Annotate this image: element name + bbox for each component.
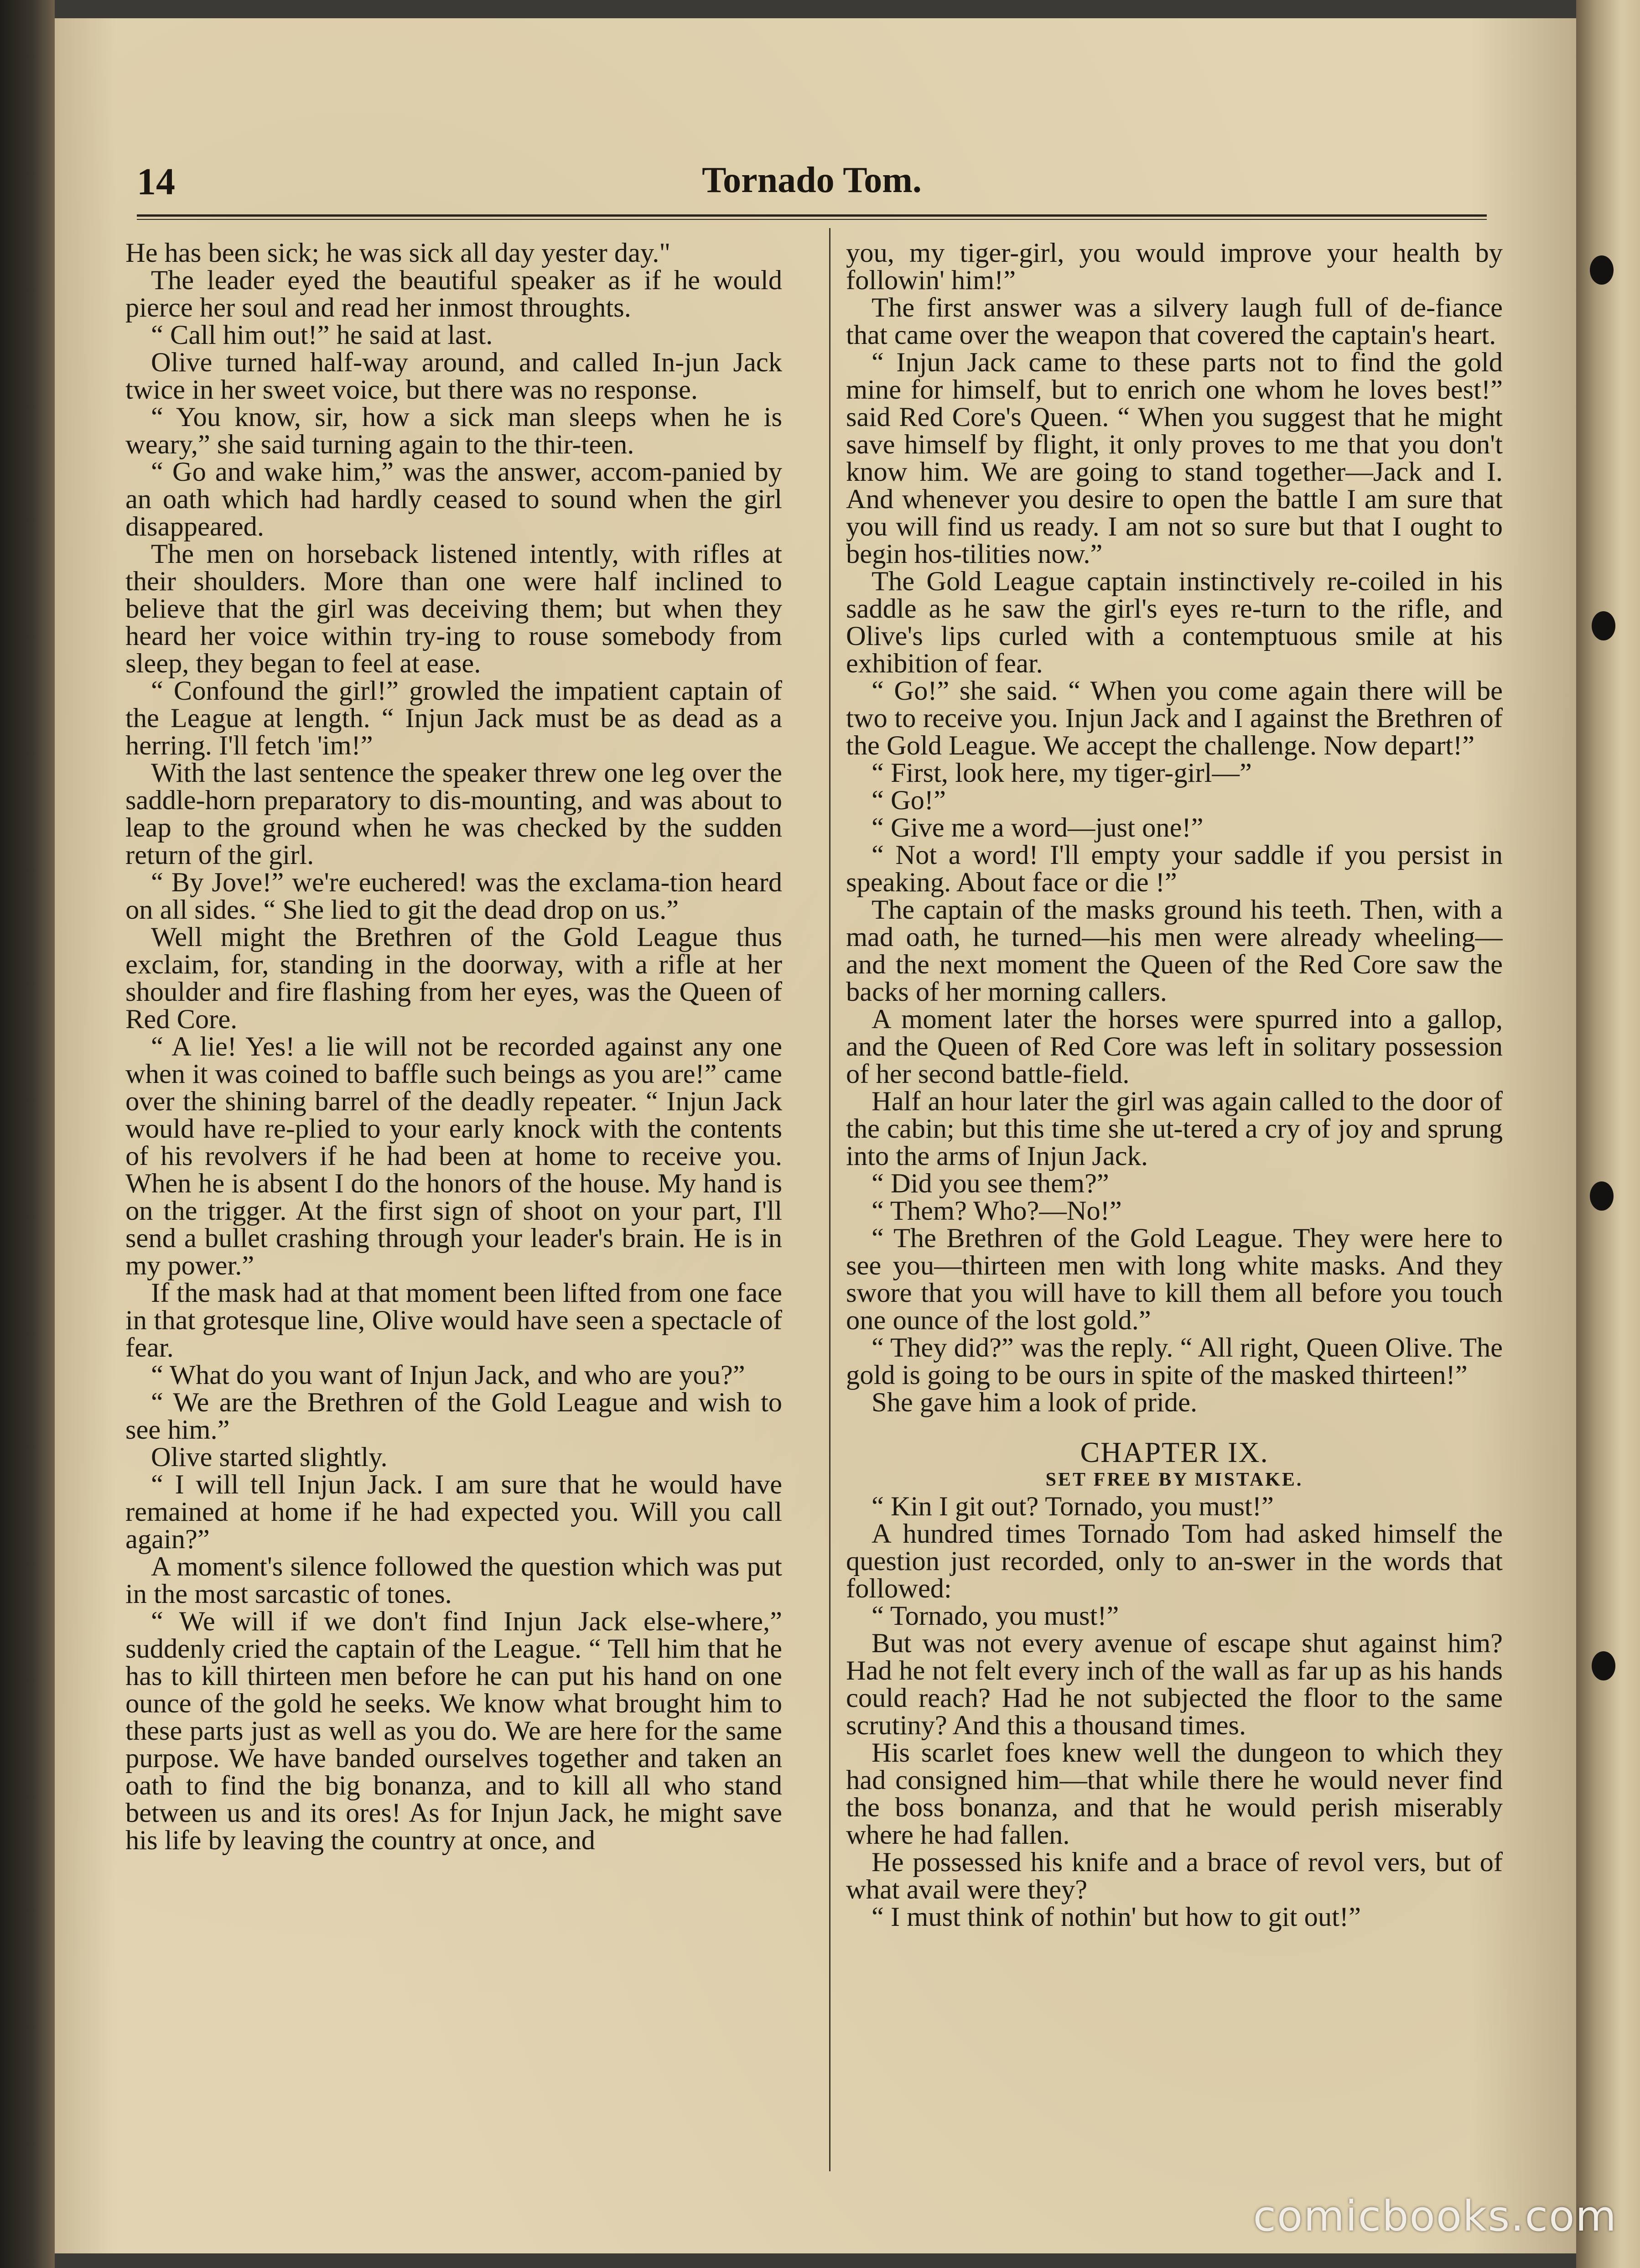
paragraph: “ Not a word! I'll empty your saddle if you persist in speaking. About face or die !”	[846, 840, 1503, 898]
right-column-text-part-b	[846, 1493, 1503, 1931]
left-binding-edge	[0, 0, 55, 2268]
column-divider	[829, 228, 830, 2171]
binding-hole	[1590, 255, 1614, 285]
binding-hole	[1592, 611, 1615, 640]
paragraph: “ Them? Who?—No!”	[872, 1196, 1122, 1226]
paragraph: “ Call him out!” he said at last.	[151, 320, 493, 350]
chapter-heading: CHAPTER IX.	[1080, 1436, 1269, 1468]
running-title: Tornado Tom.	[702, 160, 922, 200]
page-number: 14	[137, 161, 175, 203]
paragraph: “ Injun Jack came to these parts not to find the gold mine for himself, but to enrich one whom he loves best!” said Red Core's Queen. “ When you suggest that he might save himself by flight, it only proves to me that you don't know him. We are going to stand together—Jack and I. And whenever you desire to open the battle I am sure that you will find us ready. I am not so sure but that I ought to begin hos-tilities now.”	[846, 347, 1503, 569]
paragraph: His scarlet foes knew well the dungeon to which they had consigned him—that while there he would never find the boss bonanza, and that he would perish miserably where he had fallen.	[846, 1737, 1503, 1850]
paragraph: “ I will tell Injun Jack. I am sure that he would have remained at home if he had expected you. Will you call again?”	[125, 1469, 782, 1555]
paragraph: The men on horseback listened intently, with rifles at their shoulders. More than one were half inclined to believe that the girl was deceiving them; but when they heard her voice within try-ing to rouse somebody from sleep, they began to feel at ease.	[125, 539, 782, 679]
paragraph: “ They did?” was the reply. “ All right, Queen Olive. The gold is going to be ours in spite of the masked thirteen!”	[846, 1332, 1503, 1390]
binding-hole	[1592, 1651, 1615, 1680]
right-column-text-part-a	[846, 239, 1503, 1416]
paragraph: With the last sentence the speaker threw one leg over the saddle-horn preparatory to dis-mounting, and was about to leap to the ground when he was checked by the sudden return of the girl.	[125, 758, 782, 870]
paragraph: A moment later the horses were spurred into a gallop, and the Queen of Red Core was left in solitary possession of her second battle-field.	[846, 1004, 1503, 1089]
paragraph: “ Tornado, you must!”	[872, 1601, 1119, 1631]
paragraph: “ Go and wake him,” was the answer, accom-panied by an oath which had hardly ceased to sound when the girl disappeared.	[125, 457, 782, 542]
paragraph: A moment's silence followed the question which was put in the most sarcastic of tones.	[125, 1551, 782, 1609]
paragraph: If the mask had at that moment been lifted from one face in that grotesque line, Olive would have seen a spectacle of fear.	[125, 1278, 782, 1363]
paragraph: “ Give me a word—just one!”	[872, 812, 1204, 843]
paragraph: “ Confound the girl!” growled the impatient captain of the League at length. “ Injun Jack must be as dead as a herring. I'll fetch 'im!”	[125, 676, 782, 761]
paragraph: “ The Brethren of the Gold League. They were here to see you—thirteen men with long white masks. And they swore that you will have to kill them all before you touch one ounce of the lost gold.”	[846, 1223, 1503, 1336]
paragraph: The leader eyed the beautiful speaker as if he would pierce her soul and read her inmost throughts.	[125, 265, 782, 323]
paragraph: He has been sick; he was sick all day yester day."	[125, 239, 671, 268]
paragraph: “ By Jove!” we're euchered! was the exclama-tion heard on all sides. “ She lied to git the dead drop on us.”	[125, 867, 782, 925]
paragraph: She gave him a look of pride.	[872, 1387, 1198, 1418]
paragraph: A hundred times Tornado Tom had asked himself the question just recorded, only to an-swer in the words that followed:	[846, 1519, 1503, 1604]
paragraph: Half an hour later the girl was again called to the door of the cabin; but this time she ut-tered a cry of joy and sprung into the arms of Injun Jack.	[846, 1086, 1503, 1171]
paragraph: But was not every avenue of escape shut against him? Had he not felt every inch of the wall as far up as his hands could reach? Had he not subjected the floor to the same scrutiny? And this a thousand times.	[846, 1628, 1503, 1741]
paragraph: “ First, look here, my tiger-girl—”	[872, 758, 1252, 788]
watermark: comicbooks.com	[1253, 2192, 1617, 2241]
paragraph: “ Kin I git out? Tornado, you must!”	[872, 1491, 1274, 1522]
paragraph: “ You know, sir, how a sick man sleeps when he is weary,” she said turning again to the thir-teen.	[125, 402, 782, 460]
paragraph: “ A lie! Yes! a lie will not be recorded against any one when it was coined to baffle such beings as you are!” came over the shining barrel of the deadly repeater. “ Injun Jack would have re-plied to your early knock with the contents of his revolvers if he had been at home to receive you. When he is absent I do the honors of the house. My hand is on the trigger. At the first sign of shoot on your part, I'll send a bullet crashing through your leader's brain. He is in my power.”	[125, 1031, 782, 1281]
paragraph: The Gold League captain instinctively re-coiled in his saddle as he saw the girl's eyes re-turn to the rifle, and Olive's lips curled with a contemptuous smile at his exhibition of fear.	[846, 566, 1503, 679]
paragraph: “ I must think of nothin' but how to git out!”	[872, 1902, 1361, 1932]
paragraph: “ Go!” she said. “ When you come again there will be two to receive you. Injun Jack and I against the Brethren of the Gold League. We accept the challenge. Now depart!”	[846, 676, 1503, 761]
binding-hole	[1590, 1181, 1614, 1211]
paragraph: “ What do you want of Injun Jack, and who are you?”	[151, 1360, 745, 1390]
right-column	[846, 239, 1503, 2155]
chapter-subtitle: SET FREE BY MISTAKE.	[1045, 1469, 1303, 1490]
paragraph: “ We will if we don't find Injun Jack else-where,” suddenly cried the captain of the League. “ Tell him that he has to kill thirteen men before he can put his hand on one ounce of the gold he seeks. We know what brought him to these parts just as well as you do. We are here for the same purpose. We have banded ourselves together and taken an oath to find the big bonanza, and to kill all who stand between us and its ores! As for Injun Jack, he might save his life by leaving the country at once, and	[125, 1606, 782, 1856]
paragraph: Olive started slightly.	[151, 1442, 388, 1472]
paragraph: “ Did you see them?”	[872, 1168, 1109, 1199]
header-rule	[137, 214, 1487, 220]
paragraph: Well might the Brethren of the Gold League thus exclaim, for, standing in the doorway, with a rifle at her shoulder and fire flashing from her eyes, was the Queen of Red Core.	[125, 922, 782, 1035]
paragraph: Olive turned half-way around, and called In-jun Jack twice in her sweet voice, but there was no response.	[125, 347, 782, 405]
paragraph: “ Go!”	[872, 785, 946, 816]
paragraph: “ We are the Brethren of the Gold League and wish to see him.”	[125, 1387, 782, 1445]
paragraph: The captain of the masks ground his teeth. Then, with a mad oath, he turned—his men were already wheeling—and the next moment the Queen of the Red Core saw the backs of her morning callers.	[846, 895, 1503, 1007]
paragraph: The first answer was a silvery laugh full of de-fiance that came over the weapon that covered the captain's heart.	[846, 292, 1503, 350]
page-header	[137, 160, 1487, 210]
paragraph: He possessed his knife and a brace of revol vers, but of what avail were they?	[846, 1847, 1503, 1905]
left-column	[125, 239, 782, 2155]
paragraph: you, my tiger-girl, you would improve your health by followin' him!”	[846, 239, 1503, 296]
next-page-edge	[1576, 0, 1640, 2268]
